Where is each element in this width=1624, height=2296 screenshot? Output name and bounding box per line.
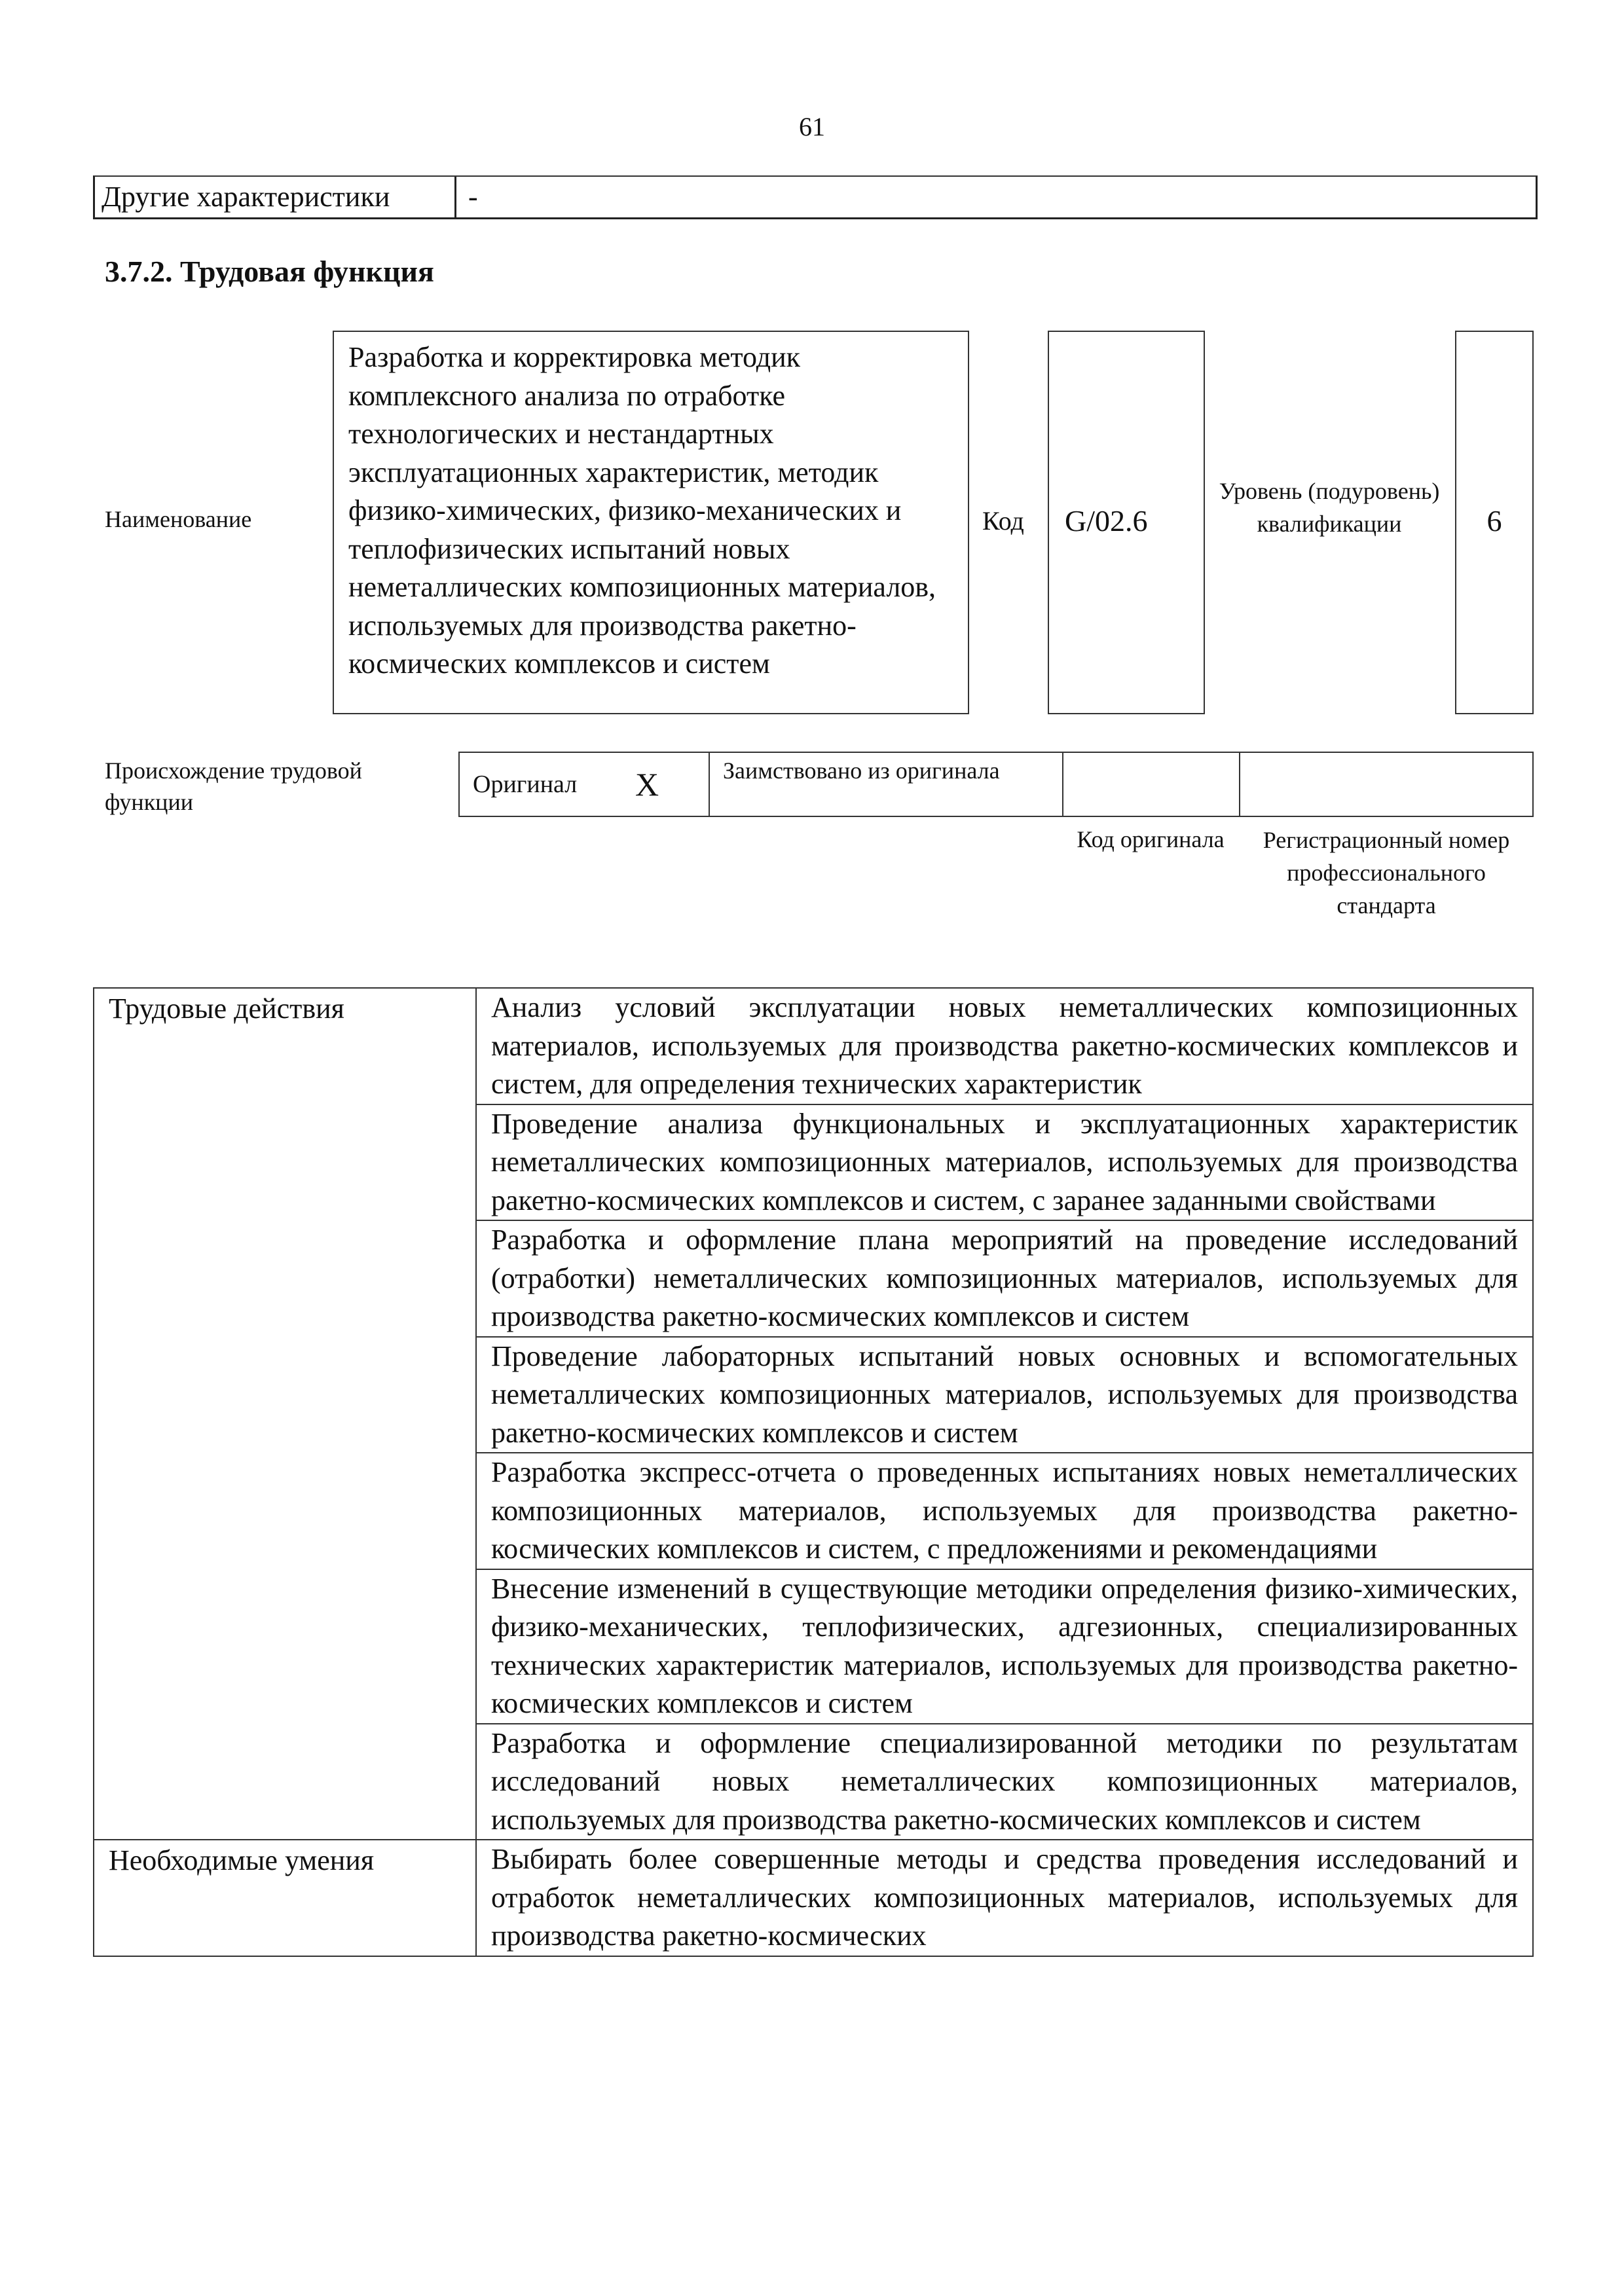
table-row	[94, 988, 1533, 1104]
table-row	[94, 1840, 1533, 1956]
labor-action-item: Разработка экспресс-отчета о проведенных испытаниях новых неметаллических композиционных материалов, используемых для производства ракетно-космических комплексов и систем, с предложениями и рекомендациями	[476, 1453, 1533, 1569]
other-characteristics-value: -	[468, 181, 478, 213]
required-skills-label: Необходимые умения	[94, 1840, 476, 1956]
origin-code-cell	[1063, 753, 1240, 816]
labor-action-item: Проведение лабораторных испытаний новых основных и вспомогательных неметаллических композиционных материалов, используемых для производства ракетно-космических комплексов и систем	[476, 1337, 1533, 1453]
labor-action-item: Проведение анализа функциональных и эксплуатационных характеристик неметаллических композиционных материалов, используемых для производства ракетно-космических комплексов и систем, с заранее заданными свойствами	[476, 1104, 1533, 1221]
labor-actions-label: Трудовые действия	[94, 988, 476, 1840]
labor-action-item: Внесение изменений в существующие методики определения физико-химических, физико-механических, теплофизических, адгезионных, специализированных технических характеристик материалов, используемых для производства ракетно-космических комплексов и систем	[476, 1569, 1533, 1724]
origin-borrowed-label: Заимствовано из оригинала	[710, 753, 1063, 816]
required-skill-item: Выбирать более совершенные методы и средства проведения исследований и отработок неметаллических композиционных материалов, используемых для производства ракетно-космических	[476, 1840, 1533, 1956]
labor-action-item: Разработка и оформление специализированной методики по результатам исследований новых неметаллических композиционных материалов, используемых для производства ракетно-космических комплексов и систем	[476, 1724, 1533, 1840]
origin-label: Происхождение трудовой функции	[105, 757, 362, 815]
page-number: 61	[799, 112, 825, 141]
origin-original-cell	[460, 753, 710, 816]
other-characteristics-row	[93, 175, 1538, 219]
origin-reg-number-cell	[1240, 753, 1532, 816]
name-label: Наименование	[105, 506, 252, 532]
origin-table	[458, 752, 1534, 817]
origin-original-mark: X	[635, 766, 659, 803]
origin-code-caption: Код оригинала	[1077, 826, 1225, 852]
qualification-level-label: Уровень (подуровень) квалификации	[1219, 478, 1440, 537]
labor-function-table	[93, 987, 1534, 1957]
origin-reg-caption: Регистрационный номер профессионального стандарта	[1263, 827, 1510, 919]
other-characteristics-label: Другие характеристики	[95, 177, 456, 217]
function-name-box: Разработка и корректировка методик комплексного анализа по отработке технологических и нестандартных эксплуатационных характеристик, методик физико-химических, физико-механических и теплофизических испытаний новых неметаллических композиционных материалов, используемых для производства ракетно-космических комплексов и систем	[333, 331, 969, 714]
qualification-level-box: 6	[1455, 331, 1534, 714]
section-heading: 3.7.2. Трудовая функция	[105, 255, 434, 288]
function-code-box: G/02.6	[1048, 331, 1205, 714]
code-label: Код	[982, 506, 1024, 536]
labor-action-item: Анализ условий эксплуатации новых неметаллических композиционных материалов, используемых для производства ракетно-космических комплексов и систем, для определения технических характеристик	[476, 988, 1533, 1104]
origin-original-label: Оригинал	[473, 771, 578, 798]
labor-action-item: Разработка и оформление плана мероприятий на проведение исследований (отработки) неметаллических композиционных материалов, используемых для производства ракетно-космических комплексов и систем	[476, 1220, 1533, 1337]
